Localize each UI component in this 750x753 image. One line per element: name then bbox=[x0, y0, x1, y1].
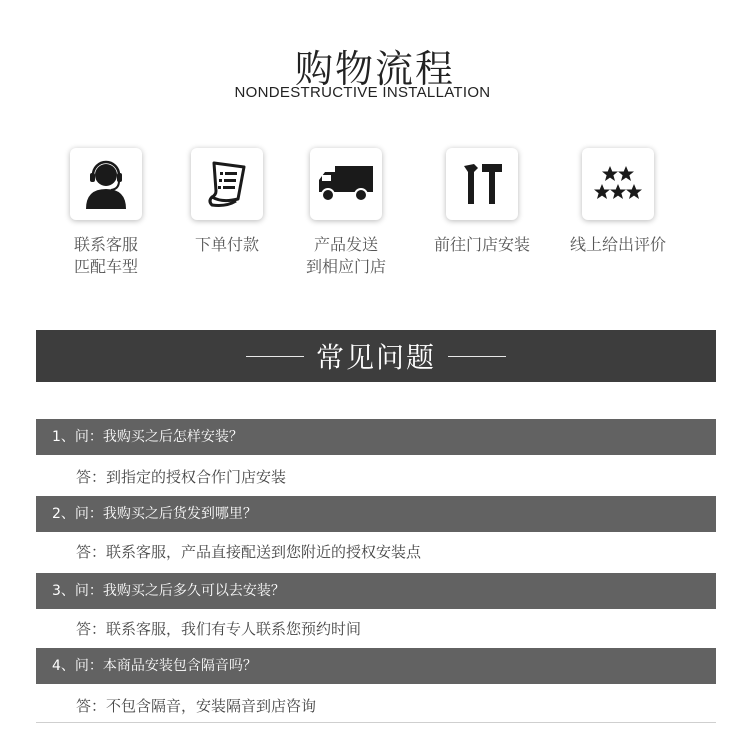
faq-title: 常见问题 bbox=[315, 341, 436, 374]
step-label-line: 到相应门店 bbox=[305, 257, 386, 276]
step-label bbox=[543, 234, 693, 256]
step-icon-box bbox=[446, 148, 518, 220]
five-stars-icon bbox=[592, 164, 644, 204]
faq-answer: 答：联系客服，我们有专人联系您预约时间 bbox=[76, 620, 362, 638]
faq-header bbox=[36, 330, 716, 382]
step-label-line: 前往门店安装 bbox=[433, 235, 530, 254]
step-label-line: 匹配车型 bbox=[73, 257, 138, 276]
faq-question: 1、问：我购买之后怎样安装？ bbox=[36, 419, 716, 455]
tools-icon bbox=[458, 160, 506, 208]
delivery-truck-icon bbox=[317, 164, 375, 204]
faq-bottom-divider bbox=[36, 722, 716, 723]
step-label-line: 线上给出评价 bbox=[569, 235, 666, 254]
faq-question: 2、问：我购买之后货发到哪里？ bbox=[36, 496, 716, 532]
step-label-line: 联系客服 bbox=[73, 235, 138, 254]
step-label-line: 下单付款 bbox=[194, 235, 259, 254]
faq-question: 4、问：本商品安装包含隔音吗？ bbox=[36, 648, 716, 684]
order-form-icon bbox=[202, 159, 252, 209]
step-icon-box bbox=[191, 148, 263, 220]
customer-service-icon bbox=[83, 159, 129, 209]
page-subtitle: NONDESTRUCTIVE INSTALLATION bbox=[234, 84, 491, 101]
step-online-review bbox=[543, 148, 693, 256]
step-icon-box bbox=[310, 148, 382, 220]
step-label-line: 产品发送 bbox=[313, 235, 378, 254]
step-icon-box bbox=[582, 148, 654, 220]
faq-answer: 答：联系客服，产品直接配送到您附近的授权安装点 bbox=[76, 543, 422, 561]
step-ship-product bbox=[271, 148, 421, 278]
page-title: 购物流程 bbox=[294, 47, 455, 91]
step-label bbox=[271, 234, 421, 278]
faq-header-line-right bbox=[448, 356, 506, 357]
faq-answer: 答：到指定的授权合作门店安装 bbox=[76, 468, 287, 486]
step-install-at-store bbox=[407, 148, 557, 256]
step-label bbox=[407, 234, 557, 256]
faq-answer: 答：不包含隔音，安装隔音到店咨询 bbox=[76, 697, 317, 715]
faq-question: 3、问：我购买之后多久可以去安装？ bbox=[36, 573, 716, 609]
step-icon-box bbox=[70, 148, 142, 220]
faq-header-line-left bbox=[246, 356, 304, 357]
